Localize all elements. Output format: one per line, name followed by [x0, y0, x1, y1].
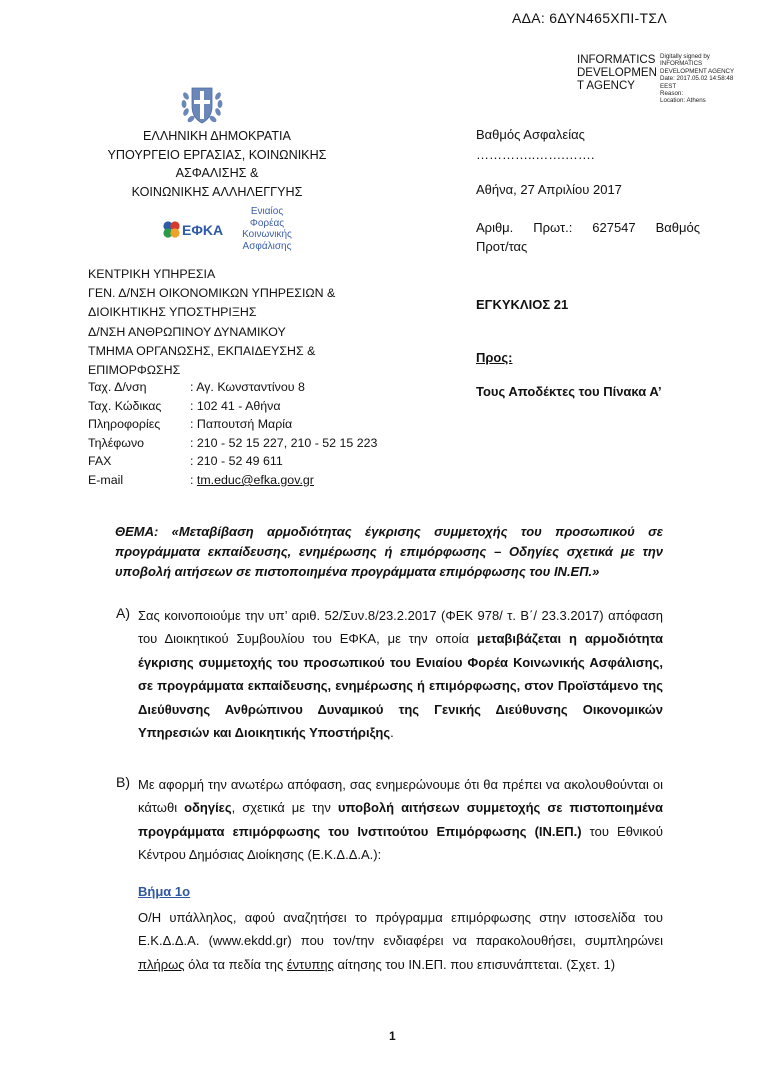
greek-emblem-icon: [178, 78, 226, 128]
signature-detail-line: Date: 2017.05.02 14:58:48: [660, 75, 734, 83]
service-line: ΔΙΟΙΚΗΤΙΚΗΣ ΥΠΟΣΤΗΡΙΞΗΣ: [88, 305, 257, 320]
to-value: Τους Αποδέκτες του Πίνακα Α’: [476, 384, 662, 399]
section-b-part: του Εθνικού Κέντρου Δημόσιας Διοίκησης (Ε.Κ.Δ.Δ.Α.):: [138, 823, 663, 863]
step-1-text: [138, 906, 663, 976]
contact-value: : 102 41 - Αθήνα: [190, 398, 281, 413]
contact-key: Πληροφορίες: [88, 417, 161, 432]
step-1-part: αίτησης του ΙΝ.ΕΠ. που επισυνάπτεται. (Σχετ. 1): [333, 956, 616, 972]
signature-name: [577, 54, 655, 93]
contact-value: [190, 471, 314, 490]
contact-row: [88, 397, 377, 416]
section-a-text: [138, 604, 663, 744]
contact-value: : 210 - 52 49 611: [190, 454, 283, 469]
section-b-marker: Β): [116, 774, 130, 790]
protocol-priority: Προτ/τας: [476, 239, 528, 254]
signature-detail-line: Reason:: [660, 90, 684, 98]
section-b-bold: οδηγίες: [184, 800, 232, 816]
efka-logo-text: ΕΦΚΑ: [182, 222, 224, 238]
security-value: …………..…….…….: [476, 147, 595, 162]
email-prefix: :: [190, 472, 197, 487]
government-header: [88, 127, 346, 201]
contact-row: [88, 434, 377, 453]
protocol-word: Πρωτ.:: [533, 220, 573, 235]
contact-block: [88, 378, 377, 490]
service-line: ΤΜΗΜΑ ΟΡΓΑΝΩΣΗΣ, ΕΚΠΑΙΔΕΥΣΗΣ &: [88, 343, 316, 358]
to-label: Προς:: [476, 350, 513, 365]
step-1-part: όλα τα πεδία της: [184, 956, 287, 972]
section-b-text: [138, 773, 663, 867]
security-label: Βαθμός Ασφαλείας: [476, 127, 585, 142]
contact-key: Ταχ. Κώδικας: [88, 398, 162, 413]
step-1-underlined: έντυπης: [286, 956, 334, 972]
contact-row: [88, 415, 377, 434]
service-line: ΓΕΝ. Δ/ΝΣΗ ΟΙΚΟΝΟΜΙΚΩΝ ΥΠΗΡΕΣΙΩΝ &: [88, 286, 336, 301]
contact-value: : Παπουτσή Μαρία: [190, 417, 293, 432]
step-1-part: Ο/Η υπάλληλος, αφού αναζητήσει το πρόγραμμα επιμόρφωσης στην ιστοσελίδα του Ε.Κ.Δ.Δ.Α. (www.ekdd.gr) που τον/την ενδιαφέρει να παρακολουθήσει, συμπληρώνει: [138, 910, 663, 949]
signature-detail-line: EEST: [660, 82, 677, 90]
page-number: 1: [389, 1029, 396, 1043]
government-line: ΥΠΟΥΡΓΕΙΟ ΕΡΓΑΣΙΑΣ, ΚΟΙΝΩΝΙΚΗΣ: [107, 147, 327, 162]
signature-detail-line: Location: Athens: [660, 97, 706, 105]
signature-detail-line: DEVELOPMENT AGENCY: [660, 67, 735, 75]
efka-side-line: Ενιαίος: [250, 206, 284, 217]
signature-details: [660, 53, 750, 105]
step-1-underlined: πλήρως: [138, 956, 185, 972]
service-line: ΕΠΙΜΟΡΦΩΣΗΣ: [88, 363, 181, 378]
place-date: Αθήνα, 27 Απριλίου 2017: [476, 182, 622, 197]
efka-side-line: Κοινωνικής: [242, 229, 292, 241]
contact-value: : 210 - 52 15 227, 210 - 52 15 223: [190, 435, 378, 450]
service-line: Δ/ΝΣΗ ΑΝΘΡΩΠΙΝΟΥ ΔΥΝΑΜΙΚΟΥ: [88, 324, 286, 339]
ada-code: ΑΔΑ: 6ΔΥΝ465ΧΠΙ-ΤΣΛ: [512, 10, 667, 26]
efka-logo-icon: [160, 216, 240, 246]
government-line: ΚΟΙΝΩΝΙΚΗΣ ΑΛΛΗΛΕΓΓΥΗΣ: [131, 184, 303, 199]
service-block: [88, 265, 335, 380]
section-a-bold: μεταβιβάζεται η αρμοδιότητα έγκρισης συμμετοχής του προσωπικού του Ενιαίου Φορέα Κοινωνικής Ασφάλισης, σε προγράμματα εκπαίδευσης, ενημέρωσης ή επιμόρφωσης, στον Προϊστάμενο της Διεύθυνσης Ανθρώπινου Δυναμικού της Γενικής Διεύθυνσης Οικονομικών Υπηρεσιών και Διοικητικής Υποστήριξης: [138, 631, 663, 741]
section-a-marker: Α): [116, 605, 130, 621]
contact-key: FAX: [88, 454, 112, 469]
signature-detail-line: INFORMATICS: [660, 60, 703, 68]
signature-name-line: DEVELOPMEN: [577, 67, 657, 79]
subject-text: ΘΕΜΑ: «Μεταβίβαση αρμοδιότητας έγκρισης συμμετοχής του προσωπικού σε προγράμματα εκπαίδευσης, ενημέρωσης ή επιμόρφωσης – Οδηγίες σχετικά με την υποβολή αιτήσεων σε πιστοποιημένα προγράμματα επιμόρφωσης του ΙΝ.ΕΠ.»: [115, 524, 663, 579]
efka-side-text: [232, 206, 302, 252]
contact-row: [88, 452, 377, 471]
contact-key: Τηλέφωνο: [88, 435, 145, 450]
contact-key: E-mail: [88, 472, 124, 487]
service-line: ΚΕΝΤΡΙΚΗ ΥΠΗΡΕΣΙΑ: [88, 267, 216, 281]
section-b-part: Με αφορμή την ανωτέρω απόφαση, σας ενημερώνουμε ότι θα πρέπει να ακολουθούνται οι κάτωθι: [138, 777, 663, 816]
contact-value: : Αγ. Κωνσταντίνου 8: [190, 380, 305, 394]
step-1-title-text: Βήμα 1ο: [138, 884, 191, 899]
section-a-end: .: [390, 725, 394, 741]
contact-row: [88, 378, 377, 397]
section-b-part: , σχετικά με την: [231, 800, 338, 816]
government-line: ΑΣΦΑΛΙΣΗΣ &: [175, 166, 259, 180]
circular-number: ΕΓΚΥΚΛΙΟΣ 21: [476, 297, 569, 312]
section-b-bold: υποβολή αιτήσεων συμμετοχής σε πιστοποιημένα προγράμματα επιμόρφωσης του Ινστιτούτου Επιμόρφωσης (ΙΝ.ΕΠ.): [138, 800, 663, 839]
signature-name-line: T AGENCY: [577, 80, 635, 92]
step-1-title: [138, 884, 190, 899]
protocol-word: Βαθμός: [655, 220, 700, 235]
section-a-part: Σας κοινοποιούμε την υπ’ αριθ. 52/Συν.8/23.2.2017 (ΦΕΚ 978/ τ. Β΄/ 23.3.2017) απόφαση του Διοικητικού Συμβουλίου του ΕΦΚΑ, με την οποία: [138, 608, 663, 647]
efka-side-line: Ασφάλισης: [242, 240, 292, 252]
email-link[interactable]: tm.educ@efka.gov.gr: [196, 472, 314, 487]
signature-name-line: INFORMATICS: [577, 54, 656, 66]
contact-key: Ταχ. Δ/νση: [88, 380, 147, 394]
protocol-number: 627547: [592, 220, 636, 235]
contact-row: [88, 471, 377, 490]
protocol-line: [476, 218, 700, 237]
signature-detail-line: Digitally signed by: [660, 53, 710, 60]
protocol-word: Αριθμ.: [476, 220, 514, 235]
efka-side-line: Φορέας: [249, 217, 285, 229]
government-line: ΕΛΛΗΝΙΚΗ ΔΗΜΟΚΡΑΤΙΑ: [143, 129, 291, 143]
